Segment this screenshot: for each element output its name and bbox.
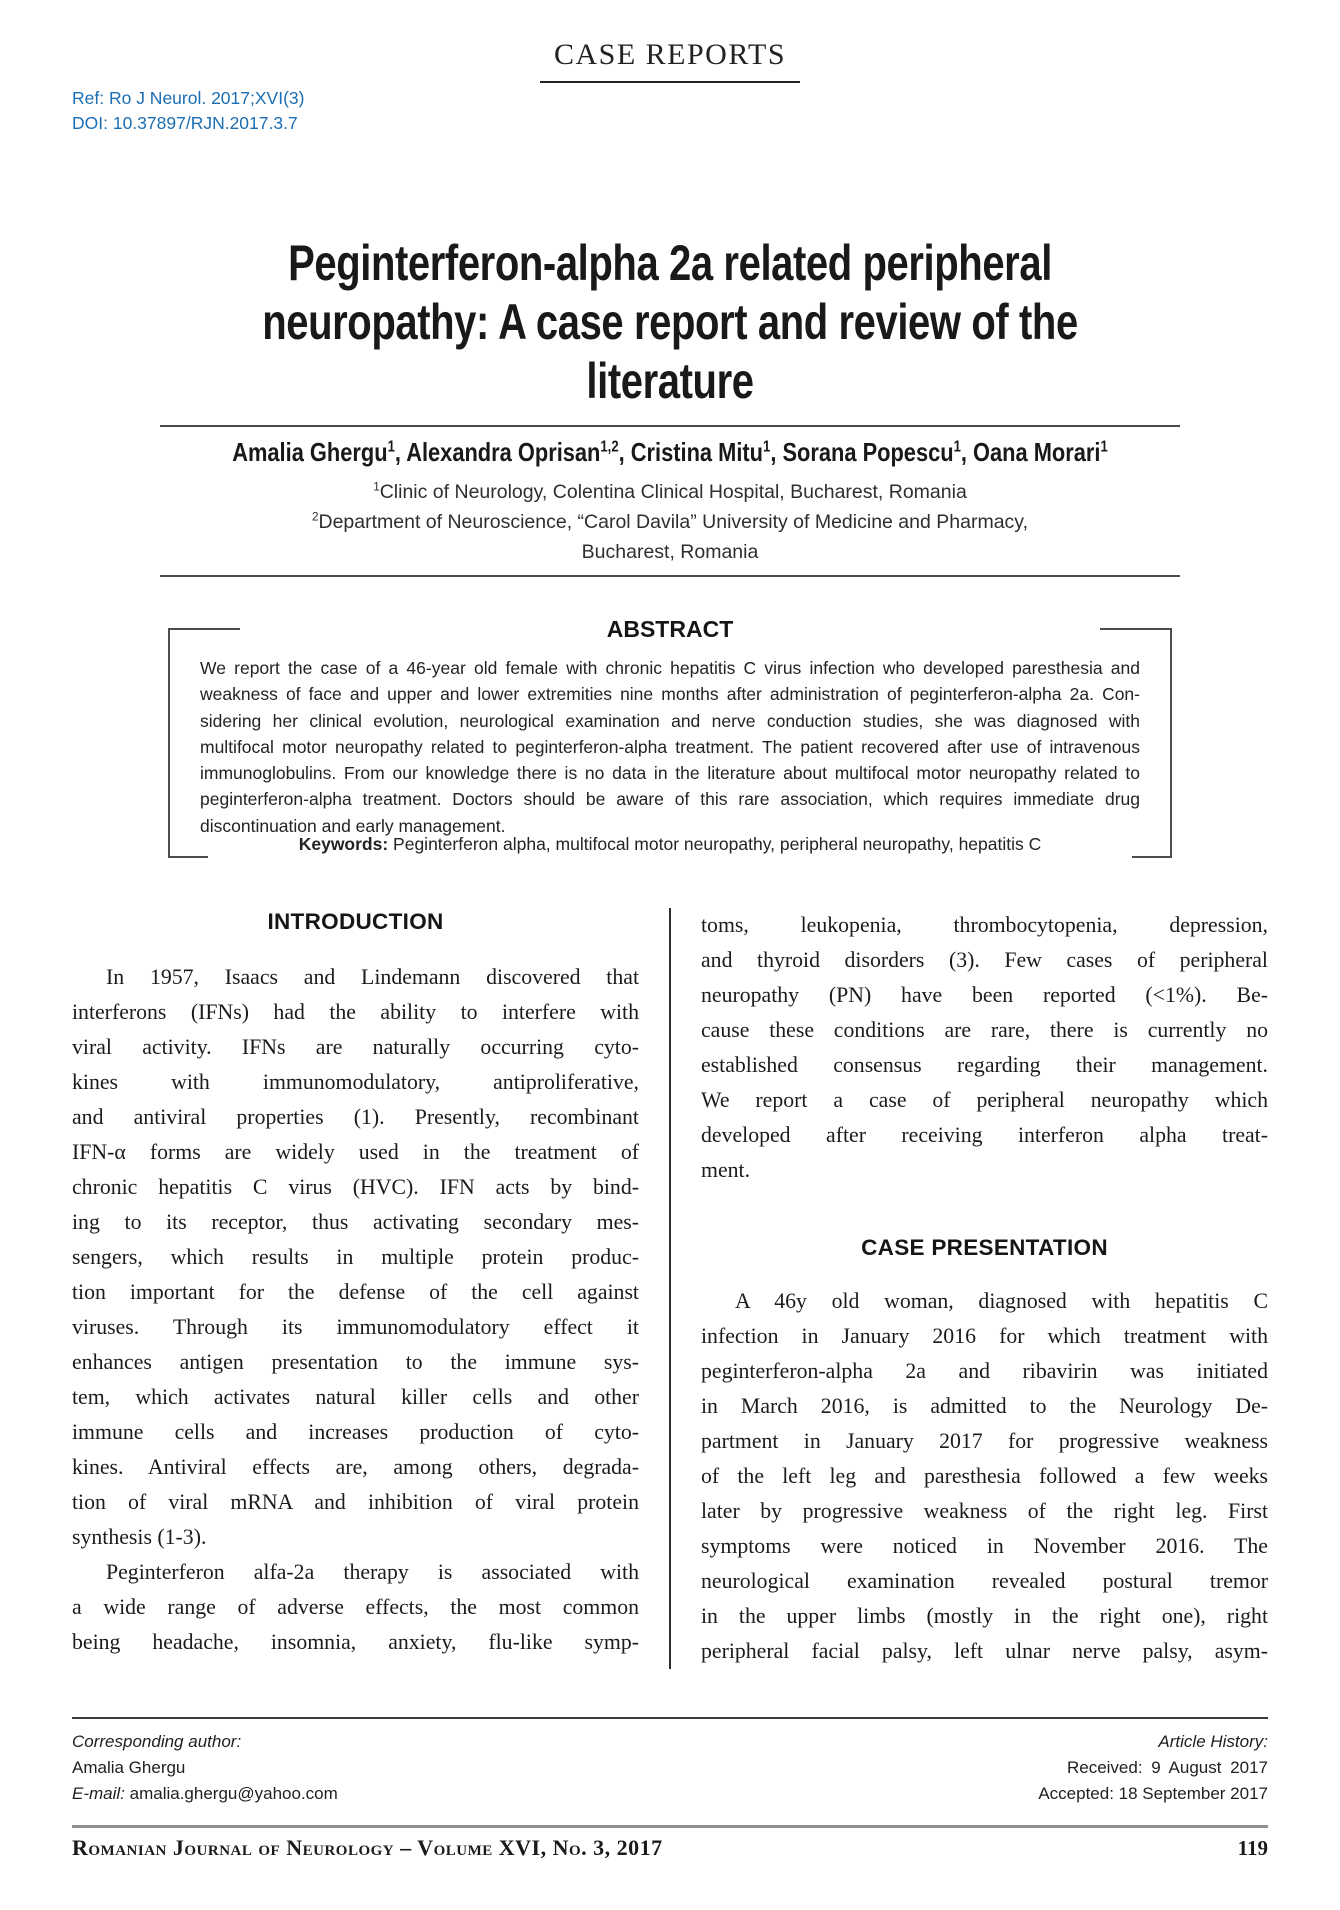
body-line: viral activity. IFNs are naturally occurring cyto-	[72, 1035, 639, 1060]
divider-above-authors	[160, 425, 1180, 427]
body-line: neurological examination revealed postural tremor	[701, 1569, 1268, 1594]
body-line: immune cells and increases production of cyto-	[72, 1420, 639, 1445]
abstract-line: immunoglobulins. From our knowledge there is no data in the literature about multifocal motor neuropathy related to	[200, 763, 1140, 784]
body-line: In 1957, Isaacs and Lindemann discovered that	[106, 965, 639, 990]
affiliation-text: Bucharest, Romania	[581, 541, 759, 563]
body-line: a wide range of adverse effects, the most common	[72, 1595, 639, 1620]
body-line: peginterferon-alpha 2a and ribavirin was initiated	[701, 1359, 1268, 1384]
body-line: synthesis (1-3).	[72, 1525, 207, 1550]
affiliation-marker: 1	[373, 480, 380, 494]
body-line: ment.	[701, 1158, 751, 1183]
section-banner: CASE REPORTS	[540, 38, 800, 83]
title-line: literature	[586, 353, 754, 409]
affiliation-text: Clinic of Neurology, Colentina Clinical Hospital, Bucharest, Romania	[379, 481, 967, 503]
author-affiliation-marker: 1	[387, 438, 395, 456]
abstract-heading: ABSTRACT	[606, 616, 734, 642]
body-line: peripheral facial palsy, left ulnar nerve palsy, asym-	[701, 1639, 1268, 1664]
body-line: of the left leg and paresthesia followed a few weeks	[701, 1464, 1268, 1489]
body-line: and antiviral properties (1). Presently, recombinant	[72, 1105, 639, 1130]
section-banner-wrap	[72, 38, 1268, 84]
authors-inner: Amalia Ghergu$^1$, Alexandra Oprisan$^{1,2}$, Cristina Mitu$^1$, Sorana Popescu$^1$, Oana Morari$^1$	[232, 437, 1108, 467]
body-line: cause these conditions are rare, there is currently no	[701, 1018, 1268, 1043]
abstract-line: weakness of face and upper and lower extremities nine months after administration of peginterferon-alpha 2a. Con-	[200, 684, 1140, 705]
abstract-box-bottom-left-segment	[168, 856, 208, 858]
title-line: neuropathy: A case report and review of the	[262, 294, 1078, 350]
body-line: developed after receiving interferon alpha treat-	[701, 1123, 1268, 1148]
body-line: neuropathy (PN) have been reported (<1%). Be-	[701, 983, 1268, 1008]
author-name: Cristina Mitu	[630, 437, 764, 467]
body-line: viruses. Through its immunomodulatory effect it	[72, 1315, 639, 1340]
body-line: kines with immunomodulatory, antiproliferative,	[72, 1070, 639, 1095]
column-left	[72, 908, 639, 1669]
body-line: We report a case of peripheral neuropathy which	[701, 1088, 1268, 1113]
body-line: established consensus regarding their management.	[701, 1053, 1268, 1078]
author-affiliation-marker: 1	[1100, 438, 1108, 456]
body-line: tem, which activates natural killer cells and other	[72, 1385, 639, 1410]
affiliation-line	[72, 477, 1268, 507]
body-line: being headache, insomnia, anxiety, flu-like symp-	[72, 1630, 639, 1655]
abstract-box	[168, 616, 1172, 857]
body-line: chronic hepatitis C virus (HVC). IFN acts by bind-	[72, 1175, 639, 1200]
reference-block	[72, 86, 304, 136]
body-line: partment in January 2017 for progressive weakness	[701, 1429, 1268, 1454]
body-line: in the upper limbs (mostly in the right one), right	[701, 1604, 1268, 1629]
abstract-box-bottom-right-segment	[1132, 856, 1172, 858]
author-affiliation-marker: 1	[763, 438, 771, 456]
corresponding-author-name: Amalia Ghergu	[72, 1758, 186, 1778]
article-history-block	[1038, 1729, 1268, 1807]
body-line: and thyroid disorders (3). Few cases of peripheral	[701, 948, 1268, 973]
column-right	[701, 908, 1268, 1669]
email-label: E-mail:	[72, 1784, 125, 1804]
body-line: enhances antigen presentation to the immune sys-	[72, 1350, 639, 1375]
title-line: Peginterferon-alpha 2a related peripheral	[288, 235, 1052, 291]
page-number: 119	[1237, 1836, 1268, 1861]
keywords-value: Peginterferon alpha, multifocal motor neuropathy, peripheral neuropathy, hepatitis C	[388, 834, 1042, 855]
affiliation-line	[72, 507, 1268, 537]
author-name: Amalia Ghergu	[232, 437, 388, 467]
author-affiliation-marker: 1	[953, 438, 961, 456]
abstract-line: discontinuation and early management.	[200, 815, 506, 836]
body-columns	[72, 908, 1268, 1669]
body-line: toms, leukopenia, thrombocytopenia, depression,	[701, 913, 1268, 938]
footer-bar	[72, 1825, 1268, 1861]
author-name: Oana Morari	[973, 437, 1101, 467]
body-line: symptoms were noticed in November 2016. The	[701, 1534, 1268, 1559]
doi-line: DOI: 10.37897/RJN.2017.3.7	[72, 113, 298, 133]
footnote-block	[72, 1717, 1268, 1807]
authors-line	[72, 437, 1268, 467]
article-history-label: Article History:	[1158, 1732, 1268, 1752]
article-title	[72, 234, 1268, 411]
body-line: tion of viral mRNA and inhibition of viral protein	[72, 1490, 639, 1515]
abstract-line: We report the case of a 46-year old female with chronic hepatitis C virus infection who developed paresthesia and	[200, 658, 1140, 678]
corresponding-author-email	[72, 1781, 338, 1807]
ref-line: Ref: Ro J Neurol. 2017;XVI(3)	[72, 88, 305, 108]
affiliation-line	[72, 537, 1268, 567]
divider-below-affiliations	[160, 575, 1180, 577]
affiliations-block	[72, 477, 1268, 567]
section-heading-introduction: INTRODUCTION	[267, 909, 444, 935]
journal-title: Romanian Journal of Neurology – Volume XVI, No. 3, 2017	[72, 1835, 663, 1861]
body-line: kines. Antiviral effects are, among others, degrada-	[72, 1455, 639, 1480]
author-name: Alexandra Oprisan	[406, 437, 601, 467]
body-line: A 46y old woman, diagnosed with hepatitis C	[735, 1289, 1268, 1314]
body-line: ing to its receptor, thus activating secondary mes-	[72, 1210, 639, 1235]
abstract-line: multifocal motor neuropathy related to peginterferon-alpha treatment. The patient recovered after use of intravenous	[200, 736, 1140, 757]
corresponding-author-block	[72, 1729, 338, 1807]
body-line: Peginterferon alfa-2a therapy is associated with	[106, 1560, 639, 1585]
abstract-line: sidering her clinical evolution, neurological examination and nerve conduction studies, she was diagnosed with	[200, 710, 1140, 731]
body-line: sengers, which results in multiple protein produc-	[72, 1245, 639, 1270]
body-line: IFN-α forms are widely used in the treatment of	[72, 1140, 639, 1165]
column-divider	[669, 908, 671, 1669]
author-affiliation-marker: 1,2	[600, 438, 619, 456]
keywords-line	[200, 831, 1140, 857]
body-line: infection in January 2016 for which treatment with	[701, 1324, 1268, 1349]
body-line: later by progressive weakness of the right leg. First	[701, 1499, 1268, 1524]
affiliation-text: Department of Neuroscience, “Carol Davila” University of Medicine and Pharmacy,	[318, 511, 1029, 533]
email-value: amalia.ghergu@yahoo.com	[124, 1784, 338, 1804]
keywords-label: Keywords:	[298, 834, 389, 855]
affiliation-marker: 2	[311, 510, 319, 524]
abstract-text	[200, 655, 1140, 839]
body-line: interferons (IFNs) had the ability to interfere with	[72, 1000, 639, 1025]
abstract-line: peginterferon-alpha treatment. Doctors should be aware of this rare association, which requires immediate drug	[200, 789, 1140, 810]
author-name: Sorana Popescu	[782, 437, 954, 467]
body-line: in March 2016, is admitted to the Neurology De-	[701, 1394, 1268, 1419]
received-date: Received: 9 August 2017	[1066, 1758, 1268, 1778]
accepted-date: Accepted: 18 September 2017	[1038, 1784, 1268, 1804]
section-heading-case-presentation: CASE PRESENTATION	[861, 1235, 1108, 1261]
body-line: tion important for the defense of the cell against	[72, 1280, 639, 1305]
corresponding-author-label: Corresponding author:	[72, 1732, 242, 1752]
